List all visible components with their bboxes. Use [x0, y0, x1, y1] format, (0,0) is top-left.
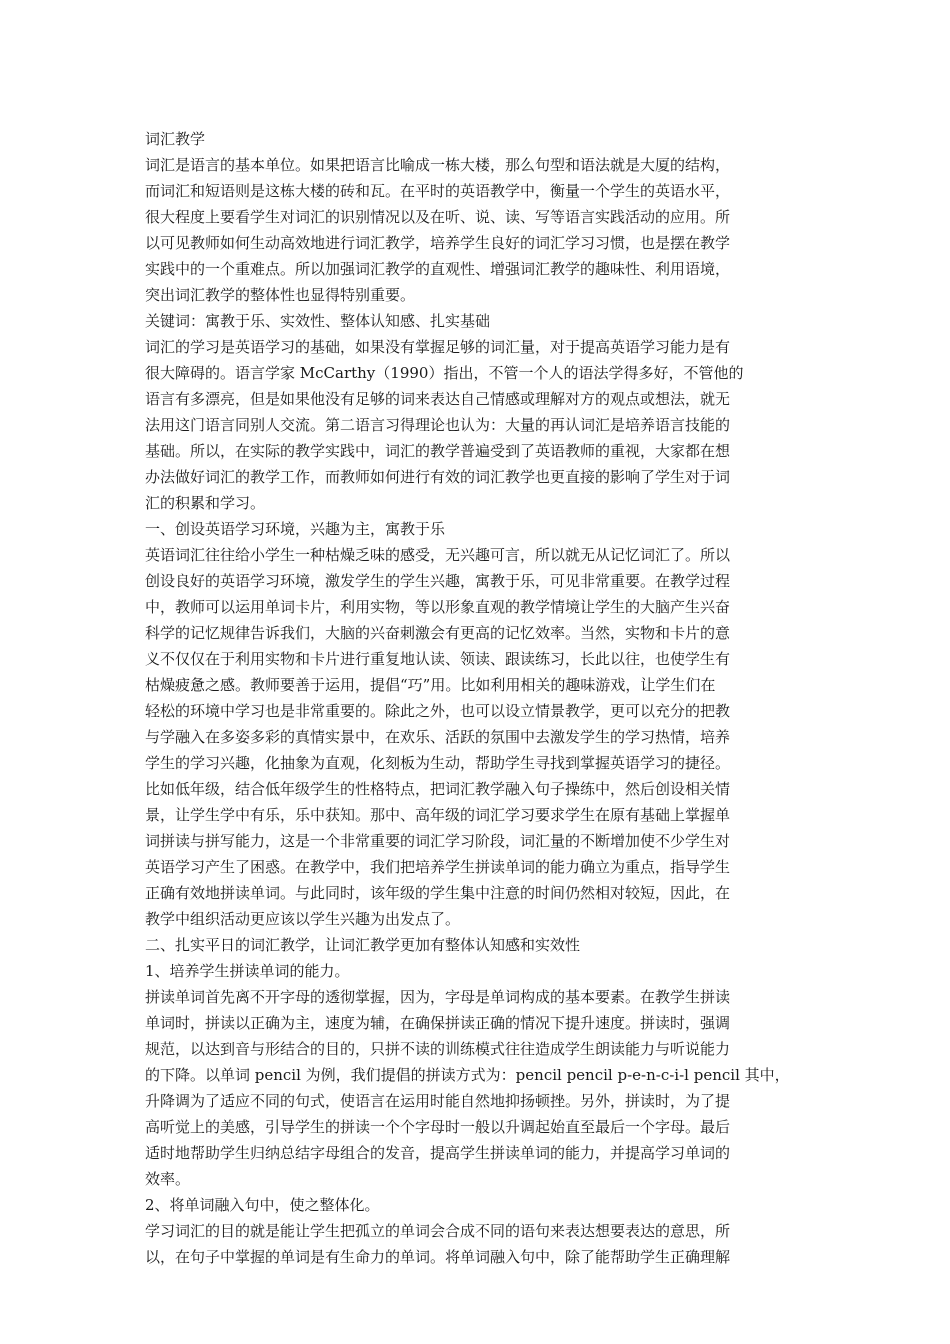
text-line: 语言有多漂亮，但是如果他没有足够的词来表达自己情感或理解对方的观点或想法，就无 — [145, 390, 731, 408]
paragraph-4 — [145, 1218, 811, 1270]
text-line: 规范，以达到音与形结合的目的，只拼不读的训练模式往往造成学生朗读能力与听说能力 — [145, 1040, 731, 1058]
text-line: 义不仅仅在于利用实物和卡片进行重复地认读、领读、跟读练习，长此以往，也使学生有 — [145, 650, 731, 668]
text-line: 很大程度上要看学生对词汇的识别情况以及在听、说、读、写等语言实践活动的应用。所 — [145, 208, 731, 226]
text-line: 词拼读与拼写能力，这是一个非常重要的词汇学习阶段，词汇量的不断增加使不少学生对 — [145, 832, 731, 850]
text-line: 单词时，拼读以正确为主，速度为辅，在确保拼读正确的情况下提升速度。拼读时，强调 — [145, 1014, 731, 1032]
text-line: 办法做好词汇的教学工作，而教师如何进行有效的词汇教学也更直接的影响了学生对于词 — [145, 468, 731, 486]
text-line: 景，让学生学中有乐，乐中获知。那中、高年级的词汇学习要求学生在原有基础上掌握单 — [145, 806, 731, 824]
text-line: 高听觉上的美感，引导学生的拼读一个个字母时一般以升调起始直至最后一个字母。最后 — [145, 1118, 731, 1136]
text-line: 词汇是语言的基本单位。如果把语言比喻成一栋大楼，那么句型和语法就是大厦的结构， — [145, 156, 731, 174]
text-line: 法用这门语言同别人交流。第二语言习得理论也认为：大量的再认词汇是培养语言技能的 — [145, 416, 731, 434]
text-line: 基础。所以，在实际的教学实践中，词汇的教学普遍受到了英语教师的重视，大家都在想 — [145, 442, 731, 460]
text-line: 教学中组织活动更应该以学生兴趣为出发点了。 — [145, 910, 461, 928]
text-line: 很大障碍的。语言学家 McCarthy（1990）指出，不管一个人的语法学得多好，不管他的 — [145, 364, 744, 382]
text-line: 以可见教师如何生动高效地进行词汇教学，培养学生良好的词汇学习习惯，也是摆在教学 — [145, 234, 731, 252]
text-line: 科学的记忆规律告诉我们，大脑的兴奋刺激会有更高的记忆效率。当然，实物和卡片的意 — [145, 624, 731, 642]
text-line: 的下降。以单词 pencil 为例，我们提倡的拼读方式为：pencil pencil p-e-n-c-i-l pencil 其中， — [145, 1066, 790, 1084]
text-line: 拼读单词首先离不开字母的透彻掌握，因为，字母是单词构成的基本要素。在教学生拼读 — [145, 988, 731, 1006]
subsection-heading-1: 1、培养学生拼读单词的能力。 — [145, 962, 350, 980]
intro-paragraph — [145, 152, 811, 308]
text-line: 轻松的环境中学习也是非常重要的。除此之外，也可以设立情景教学，更可以充分的把教 — [145, 702, 731, 720]
text-line: 学习词汇的目的就是能让学生把孤立的单词会合成不同的语句来表达想要表达的意思，所 — [145, 1222, 731, 1240]
text-line: 词汇的学习是英语学习的基础，如果没有掌握足够的词汇量，对于提高英语学习能力是有 — [145, 338, 731, 356]
text-line: 突出词汇教学的整体性也显得特别重要。 — [145, 286, 416, 304]
text-line: 中，教师可以运用单词卡片，利用实物，等以形象直观的教学情境让学生的大脑产生兴奋 — [145, 598, 731, 616]
text-line: 汇的积累和学习。 — [145, 494, 266, 512]
section-heading-2: 二、扎实平日的词汇教学，让词汇教学更加有整体认知感和实效性 — [145, 936, 581, 954]
paragraph-1 — [145, 334, 811, 516]
text-line: 英语学习产生了困惑。在教学中，我们把培养学生拼读单词的能力确立为重点，指导学生 — [145, 858, 731, 876]
keywords-line: 关键词：寓教于乐、实效性、整体认知感、扎实基础 — [145, 312, 491, 330]
section-heading-1: 一、创设英语学习环境，兴趣为主，寓教于乐 — [145, 520, 446, 538]
text-line: 枯燥疲惫之感。教师要善于运用，提倡“巧”用。比如利用相关的趣味游戏，让学生们在 — [145, 676, 716, 694]
text-line: 创设良好的英语学习环境，激发学生的学生兴趣，寓教于乐，可见非常重要。在教学过程 — [145, 572, 731, 590]
text-line: 实践中的一个重难点。所以加强词汇教学的直观性、增强词汇教学的趣味性、利用语境， — [145, 260, 731, 278]
text-line: 而词汇和短语则是这栋大楼的砖和瓦。在平时的英语教学中，衡量一个学生的英语水平， — [145, 182, 731, 200]
subsection-heading-2: 2、将单词融入句中，使之整体化。 — [145, 1196, 380, 1214]
text-line: 以，在句子中掌握的单词是有生命力的单词。将单词融入句中，除了能帮助学生正确理解 — [145, 1248, 731, 1266]
document-title: 词汇教学 — [145, 130, 206, 148]
text-line: 英语词汇往往给小学生一种枯燥乏味的感受，无兴趣可言，所以就无从记忆词汇了。所以 — [145, 546, 731, 564]
text-line: 学生的学习兴趣，化抽象为直观，化刻板为生动，帮助学生寻找到掌握英语学习的捷径。 — [145, 754, 731, 772]
paragraph-3 — [145, 984, 811, 1192]
text-line: 适时地帮助学生归纳总结字母组合的发音，提高学生拼读单词的能力，并提高学习单词的 — [145, 1144, 731, 1162]
text-line: 正确有效地拼读单词。与此同时，该年级的学生集中注意的时间仍然相对较短，因此，在 — [145, 884, 731, 902]
text-line: 升降调为了适应不同的句式，使语言在运用时能自然地抑扬顿挫。另外，拼读时，为了提 — [145, 1092, 731, 1110]
text-line: 与学融入在多姿多彩的真情实景中，在欢乐、活跃的氛围中去激发学生的学习热情，培养 — [145, 728, 731, 746]
text-line: 比如低年级，结合低年级学生的性格特点，把词汇教学融入句子操练中，然后创设相关情 — [145, 780, 731, 798]
document-page — [145, 126, 811, 1270]
paragraph-2 — [145, 542, 811, 932]
text-line: 效率。 — [145, 1170, 191, 1188]
